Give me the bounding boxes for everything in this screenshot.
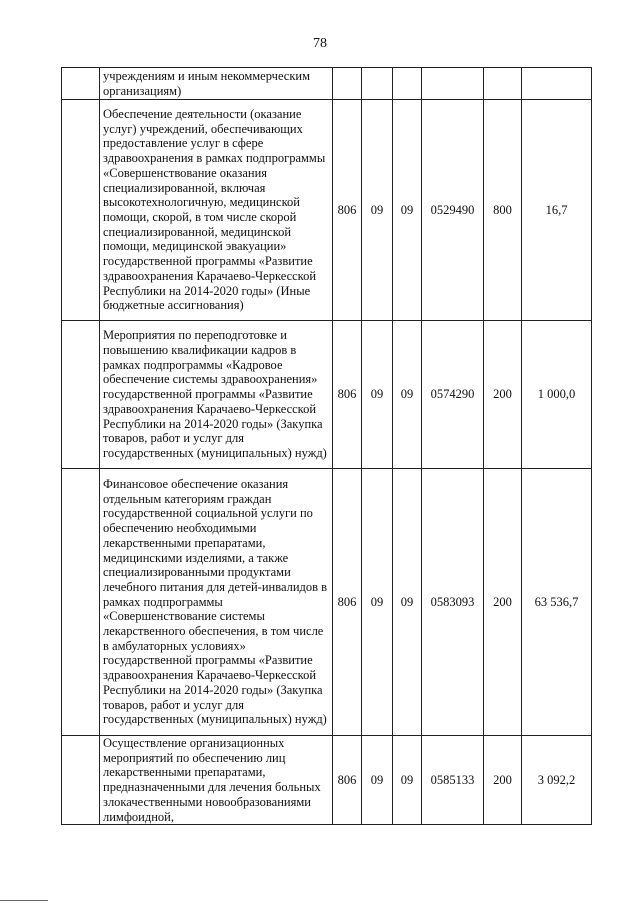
ministry-code-cell: 806 [333, 469, 362, 736]
section-code-cell: 09 [362, 736, 393, 825]
table-row [62, 100, 592, 321]
amount-cell: 63 536,7 [522, 469, 592, 736]
empty-cell [62, 100, 100, 321]
expense-type-cell: 800 [484, 100, 522, 321]
empty-cell [62, 469, 100, 736]
subsection-code-cell: 09 [393, 321, 422, 469]
description-cell: Обеспечение деятельности (оказание услуг) учреждений, обеспечивающих предоставление услуг в сфере здравоохранения в рамках подпрограммы «Совершенствование оказания специализированной, включая высокотехнологичную, медицинской помощи, скорой, в том числе скорой специализированной, медицинской помощи, медицинской эвакуации» государственной программы «Развитие здравоохранения Карачаево-Черкесской Республики на 2014-2020 годы» (Иные бюджетные ассигнования) [100, 100, 333, 321]
section-code-cell: 09 [362, 100, 393, 321]
expense-type-cell [484, 68, 522, 100]
description-cell: Финансовое обеспечение оказания отдельным категориям граждан государственной социальной услуги по обеспечению необходимыми лекарственными препаратами, медицинскими изделиями, а также специализированными продуктами лечебного питания для детей-инвалидов в рамках подпрограммы «Совершенствование системы лекарственного обеспечения, в том числе в амбулаторных условиях» государственной программы «Развитие здравоохранения Карачаево-Черкесской Республики на 2014-2020 годы» (Закупка товаров, работ и услуг для государственных (муниципальных) нужд) [100, 469, 333, 736]
empty-cell [62, 736, 100, 825]
description-cell: Осуществление организационных мероприятий по обеспечению лиц лекарственными препаратами, предназначенными для лечения больных злокачественными новообразованиями лимфоидной, [100, 736, 333, 825]
section-code-cell [362, 68, 393, 100]
description-cell: Мероприятия по переподготовке и повышению квалификации кадров в рамках подпрограммы «Кадровое обеспечение системы здравоохранения» государственной программы «Развитие здравоохранения Карачаево-Черкесской Республики на 2014-2020 годы» (Закупка товаров, работ и услуг для государственных (муниципальных) нужд) [100, 321, 333, 469]
table-row [62, 321, 592, 469]
subsection-code-cell [393, 68, 422, 100]
subsection-code-cell: 09 [393, 469, 422, 736]
expense-type-cell: 200 [484, 736, 522, 825]
target-code-cell [422, 68, 484, 100]
ministry-code-cell: 806 [333, 736, 362, 825]
table-row [62, 736, 592, 825]
description-cell: учреждениям и иным некоммерческим организациям) [100, 68, 333, 100]
budget-table [61, 67, 592, 825]
page-number: 78 [313, 36, 327, 51]
amount-cell: 16,7 [522, 100, 592, 321]
table-row [62, 469, 592, 736]
subsection-code-cell: 09 [393, 736, 422, 825]
subsection-code-cell: 09 [393, 100, 422, 321]
empty-cell [62, 68, 100, 100]
target-code-cell: 0583093 [422, 469, 484, 736]
expense-type-cell: 200 [484, 469, 522, 736]
amount-cell: 3 092,2 [522, 736, 592, 825]
ministry-code-cell: 806 [333, 100, 362, 321]
footer-divider [0, 900, 48, 901]
target-code-cell: 0585133 [422, 736, 484, 825]
ministry-code-cell: 806 [333, 321, 362, 469]
section-code-cell: 09 [362, 469, 393, 736]
target-code-cell: 0574290 [422, 321, 484, 469]
section-code-cell: 09 [362, 321, 393, 469]
empty-cell [62, 321, 100, 469]
amount-cell [522, 68, 592, 100]
expense-type-cell: 200 [484, 321, 522, 469]
target-code-cell: 0529490 [422, 100, 484, 321]
amount-cell: 1 000,0 [522, 321, 592, 469]
ministry-code-cell [333, 68, 362, 100]
table-row [62, 68, 592, 100]
